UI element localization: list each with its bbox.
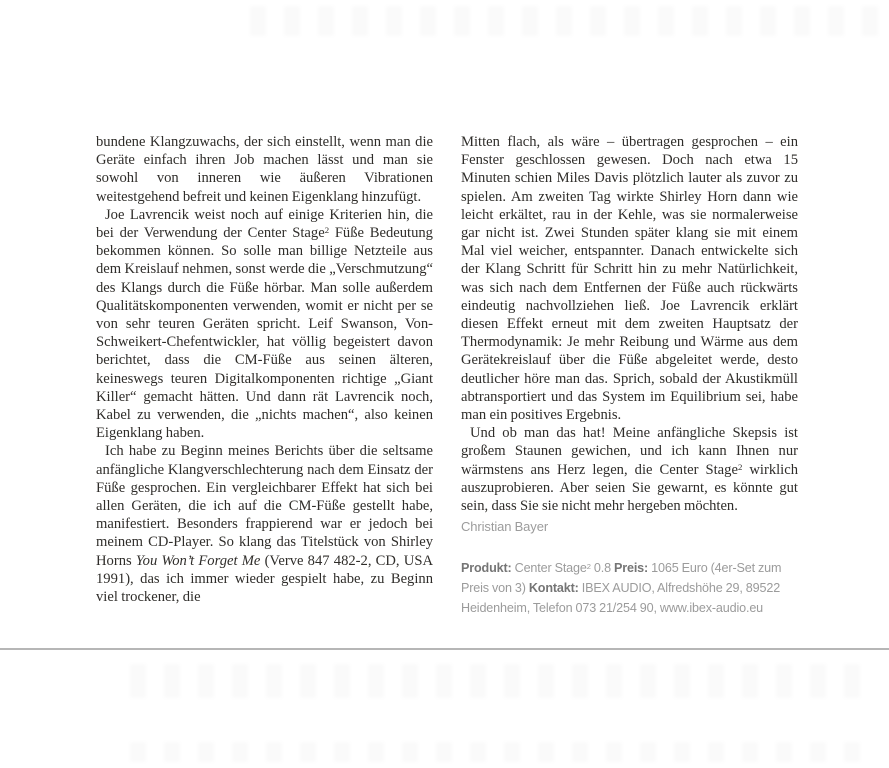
author-byline: Christian Bayer [461,519,549,535]
text-run: 0.8 [590,561,614,576]
text-run: Produkt: [461,561,512,576]
text-run: bundene Klangzuwachs, der sich einstellt, wenn man die Geräte einfach ihren Job machen lässt und man sie sowohl von inneren wie äußeren Vibrationen weitestgehend befreit und keinen Eigenklang hinzufügt. [96,134,433,205]
text-run: Und ob man das hat! Meine anfängliche Skepsis ist großem Staunen gewichen, und ich kann Ihnen nur wärmstens ans Herz legen, die Center Stage [461,425,798,478]
article-column-right [461,133,798,618]
showthrough-ghost-middle [130,664,860,698]
paragraph [461,133,798,424]
text-run: Kontakt: [528,581,579,596]
text-run: 2 [737,461,743,472]
paragraph [96,206,433,443]
text-run: Füße Bedeutung bekommen können. So solle man billige Netzteile aus dem Kreislauf nehmen, sonst werde die „Verschmutzung“ des Klangs durch die Füße hörbar. Man solle außerdem Qualitätskomponenten verwenden, womit er nicht per se von sehr teuren Geräten spricht. Leif Swanson, Von-Schweikert-Chefentwickler, hat völlig begeistert davon berichtet, dass die CM-Füße aus seinen älteren, keineswegs teuren Digitalkomponenten richtige „Giant Killer“ gemacht hätten. Und dann rät Lavrencik noch, Kabel zu verwenden, die „nichts machen“, also keinen Eigenklang haben. [96,225,433,442]
showthrough-ghost-bottom [130,742,860,762]
text-run: wirklich auszuprobieren. Aber seien Sie gewarnt, es könnte gut sein, dass Sie sie nicht mehr hergeben möchten. [461,461,798,515]
paragraph [96,133,433,206]
text-run: 2 [586,562,591,572]
paragraph [461,424,798,515]
showthrough-ghost-top [250,6,880,36]
right-column-paragraphs [461,133,798,515]
text-run: You Won’t Forget Me [135,552,261,569]
page-divider-line [0,648,889,650]
text-run: Preis: [613,561,649,576]
text-run: Ich habe zu Beginn meines Berichts über die seltsame anfängliche Klangverschlechterung nach dem Einsatz der Füße gesprochen. Ein vergleichbarer Effekt hat sich bei allen Geräten, die ich auf die CM-Füße gestellt habe, manifestiert. Besonders frappierend war er jedoch bei meinem CD-Player. So klang das Titelstück von Shirley Horns [96,443,433,569]
text-run: Mitten flach, als wäre – übertragen gesprochen – ein Fenster geschlossen gewesen. Doch nach etwa 15 Minuten schien Miles Davis plötzlich lauter als zuvor zu spielen. Am zweiten Tag wirkte Shirley Horn dann wie leicht erkältet, rau in der Kehle, was sie normalerweise gar nicht ist. Zwei Stunden später klang sie mit einem Mal viel weicher, entspannter. Danach entwickelte sich der Klang Schritt für Schritt hin zu mehr Natürlichkeit, was sich nach dem Entfernen der Füße auch rückwärts eindeutig nachvollziehen ließ. Joe Lavrencik erklärt diesen Effekt erneut mit dem zweiten Hauptsatz der Thermodynamik: Je mehr Reibung und Wärme aus dem Gerätekreislauf über die Füße abgeleitet werde, desto deutlicher höre man das. Sprich, sobald der Akustikmüll abtransportiert und das System im Equilibrium sei, habe man ein positives Ergebnis. [461,134,798,424]
text-run: Center Stage [511,561,587,576]
text-run: IBEX AUDIO, Alfredshöhe 29, 89522 Heidenheim, Telefon 073 21/254 90, www.ibex-audio.eu [461,581,781,616]
paragraph [96,442,433,606]
text-run: 2 [324,225,330,236]
text-run: (Verve 847 482-2, CD, USA 1991), das ich immer wieder gespielt habe, zu Beginn viel trockener, die [96,552,433,606]
product-info-block [461,558,798,618]
article-column-left [96,133,433,606]
text-run: 1065 Euro (4er-Set zum Preis von 3) [461,561,782,596]
text-run: Joe Lavrencik weist noch auf einige Kriterien hin, die bei der Verwendung der Center Stage [96,206,433,242]
